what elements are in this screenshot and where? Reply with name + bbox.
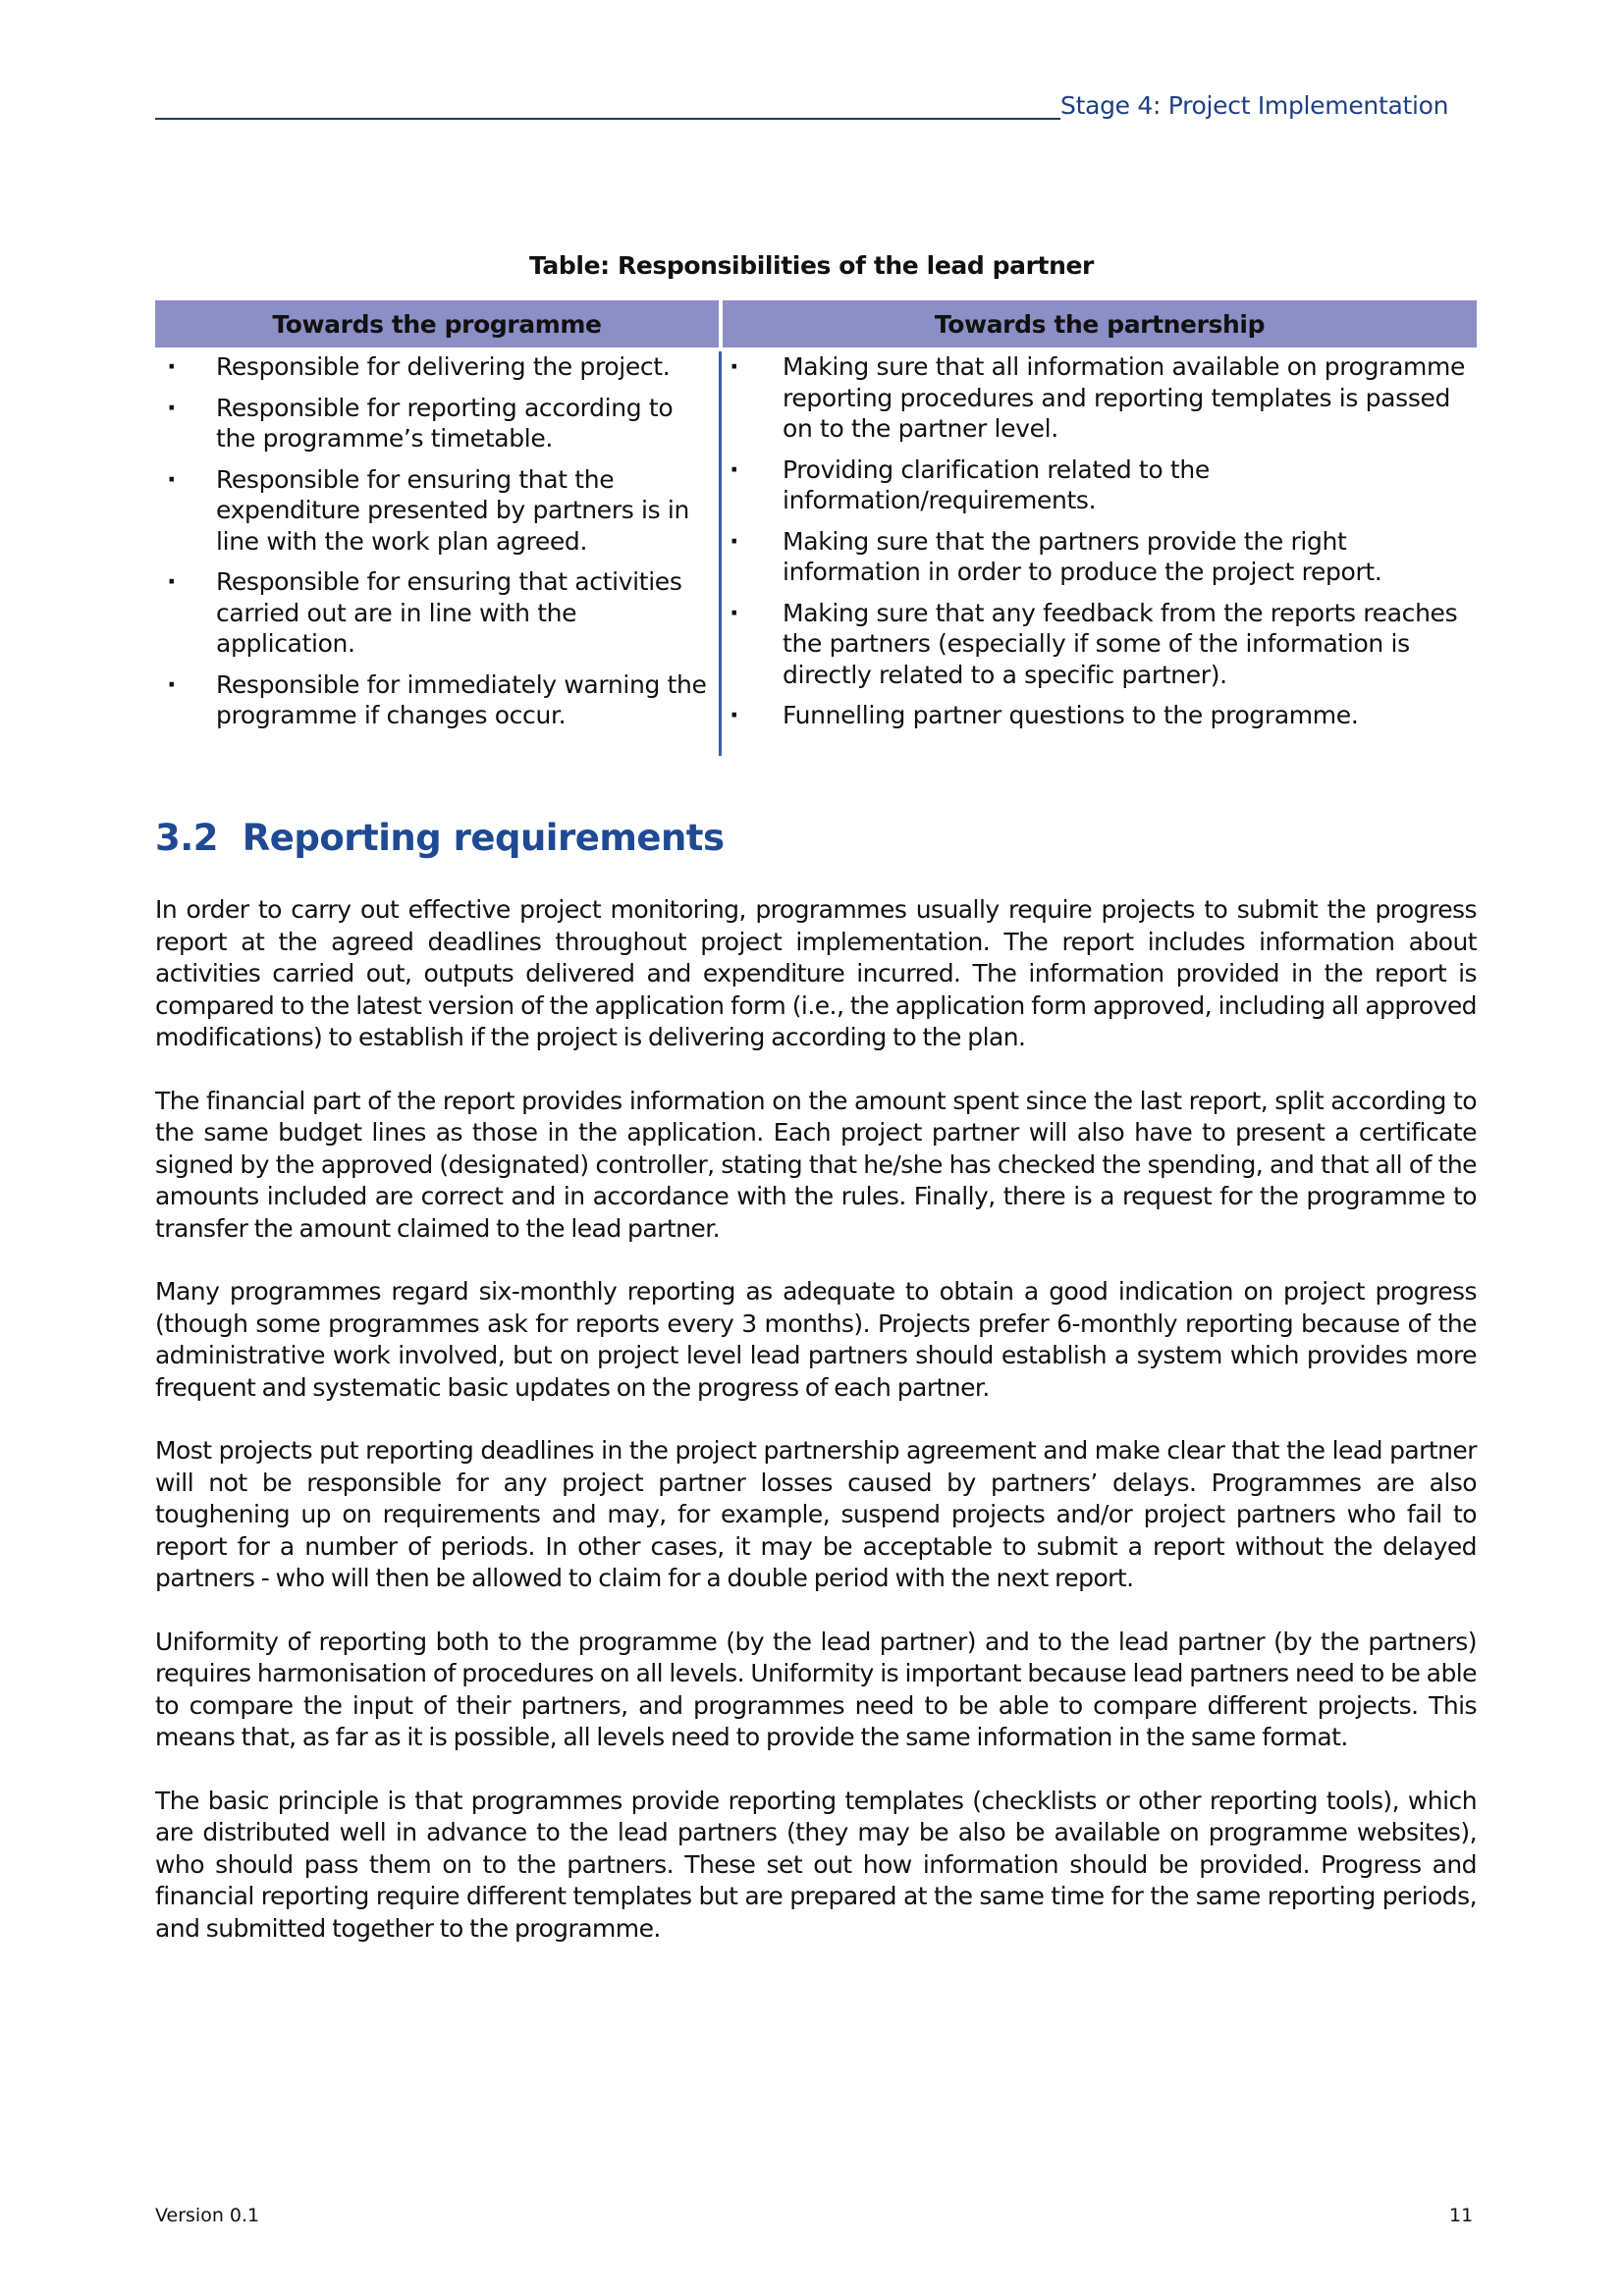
bullet-icon: ·: [167, 464, 177, 494]
bullet-icon: ·: [167, 393, 177, 422]
list-item: [730, 700, 1477, 731]
bullet-icon: ·: [730, 454, 739, 484]
paragraph: In order to carry out effective project monitoring, programmes usually require projects to submit the progress report at the agreed deadlines throughout project implementation. The report includes information about activities carried out, outputs delivered and expenditure incurred. The information provided in the report is compared to the latest version of the application form (i.e., the application form approved, including all approved modifications) to establish if the project is delivering according to the plan.: [155, 895, 1477, 1051]
column-header-programme: Towards the programme: [155, 300, 719, 347]
footer-page-number: 11: [1449, 2205, 1474, 2226]
list-item: [730, 598, 1477, 691]
section-body: [155, 894, 1477, 1976]
list-item: [155, 464, 719, 558]
list-item: [730, 454, 1477, 516]
list-item: [730, 351, 1477, 445]
paragraph: Most projects put reporting deadlines in the project partnership agreement and make clear that the lead partner will not be responsible for any project partner losses caused by partners’ delays. Programmes are also toughening up on requirements and may, for example, suspend projects and/or project partners who fail to report for a number of periods. In other cases, it may be acceptable to submit a report without the delayed partners - who will then be allowed to claim for a double period with the next report.: [155, 1436, 1477, 1592]
header-rule: [155, 118, 1060, 120]
bullet-icon: ·: [730, 598, 739, 627]
list-item-text: Making sure that all information available on programme reporting procedures and reporting templates is passed on to the partner level.: [783, 352, 1466, 443]
bullet-icon: ·: [167, 352, 177, 381]
bullet-icon: ·: [730, 701, 739, 729]
table-header-row: [155, 300, 1477, 347]
list-item-text: Responsible for ensuring that the expenditure presented by partners is in line with the work plan agreed.: [216, 464, 689, 556]
partnership-responsibilities: [722, 347, 1477, 756]
programme-responsibilities: [155, 347, 719, 756]
running-header-title: Stage 4: Project Implementation: [1060, 91, 1449, 120]
list-item-text: Responsible for ensuring that activities carried out are in line with the application.: [216, 567, 682, 658]
bullet-icon: ·: [730, 526, 739, 556]
bullet-icon: ·: [167, 669, 177, 699]
paragraph: The basic principle is that programmes provide reporting templates (checklists or other reporting tools), which are distributed well in advance to the lead partners (they may be also be available on programme websites), who should pass them on to the partners. These set out how information should be provided. Progress and financial reporting require different templates but are prepared at the same time for the same reporting periods, and submitted together to the programme.: [155, 1786, 1477, 1943]
paragraph: Uniformity of reporting both to the programme (by the lead partner) and to the lead partner (by the partners) requires harmonisation of procedures on all levels. Uniformity is important because lead partners need to be able to compare the input of their partners, and programmes need to be able to compare different projects. This means that, as far as it is possible, all levels need to provide the same information in the same format.: [155, 1627, 1477, 1751]
responsibilities-table: [155, 300, 1477, 756]
list-item-text: Funnelling partner questions to the programme.: [783, 701, 1359, 729]
list-item-text: Responsible for immediately warning the programme if changes occur.: [216, 669, 707, 729]
bullet-icon: ·: [730, 352, 739, 381]
list-item-text: Making sure that any feedback from the reports reaches the partners (especially if some of the information is directly related to a specific partner).: [783, 598, 1458, 689]
list-item: [155, 393, 719, 454]
paragraph: Many programmes regard six-monthly reporting as adequate to obtain a good indication on project progress (though some programmes ask for reports every 3 months). Projects prefer 6-monthly reporting because of the administrative work involved, but on project level lead partners should establish a system which provides more frequent and systematic basic updates on the progress of each partner.: [155, 1277, 1477, 1402]
column-header-partnership: Towards the partnership: [723, 300, 1477, 347]
bullet-icon: ·: [167, 567, 177, 596]
list-item-text: Making sure that the partners provide the right information in order to produce the project report.: [783, 526, 1382, 586]
paragraph: The financial part of the report provides information on the amount spent since the last report, split according to the same budget lines as those in the application. Each project partner will also have to present a certificate signed by the approved (designated) controller, stating that he/she has checked the spending, and that all of the amounts included are correct and in accordance with the rules. Finally, there is a request for the programme to transfer the amount claimed to the lead partner.: [155, 1086, 1477, 1243]
table-caption: Table: Responsibilities of the lead partner: [529, 251, 1094, 280]
list-item-text: Providing clarification related to the information/requirements.: [783, 454, 1210, 514]
list-item-text: Responsible for reporting according to the programme’s timetable.: [216, 393, 674, 453]
list-item-text: Responsible for delivering the project.: [216, 352, 671, 381]
footer-version: Version 0.1: [155, 2205, 260, 2226]
list-item: [155, 351, 719, 383]
list-item: [730, 526, 1477, 588]
table-body: [155, 347, 1477, 756]
list-item: [155, 669, 719, 731]
list-item: [155, 566, 719, 660]
section-heading: 3.2 Reporting requirements: [155, 817, 725, 859]
